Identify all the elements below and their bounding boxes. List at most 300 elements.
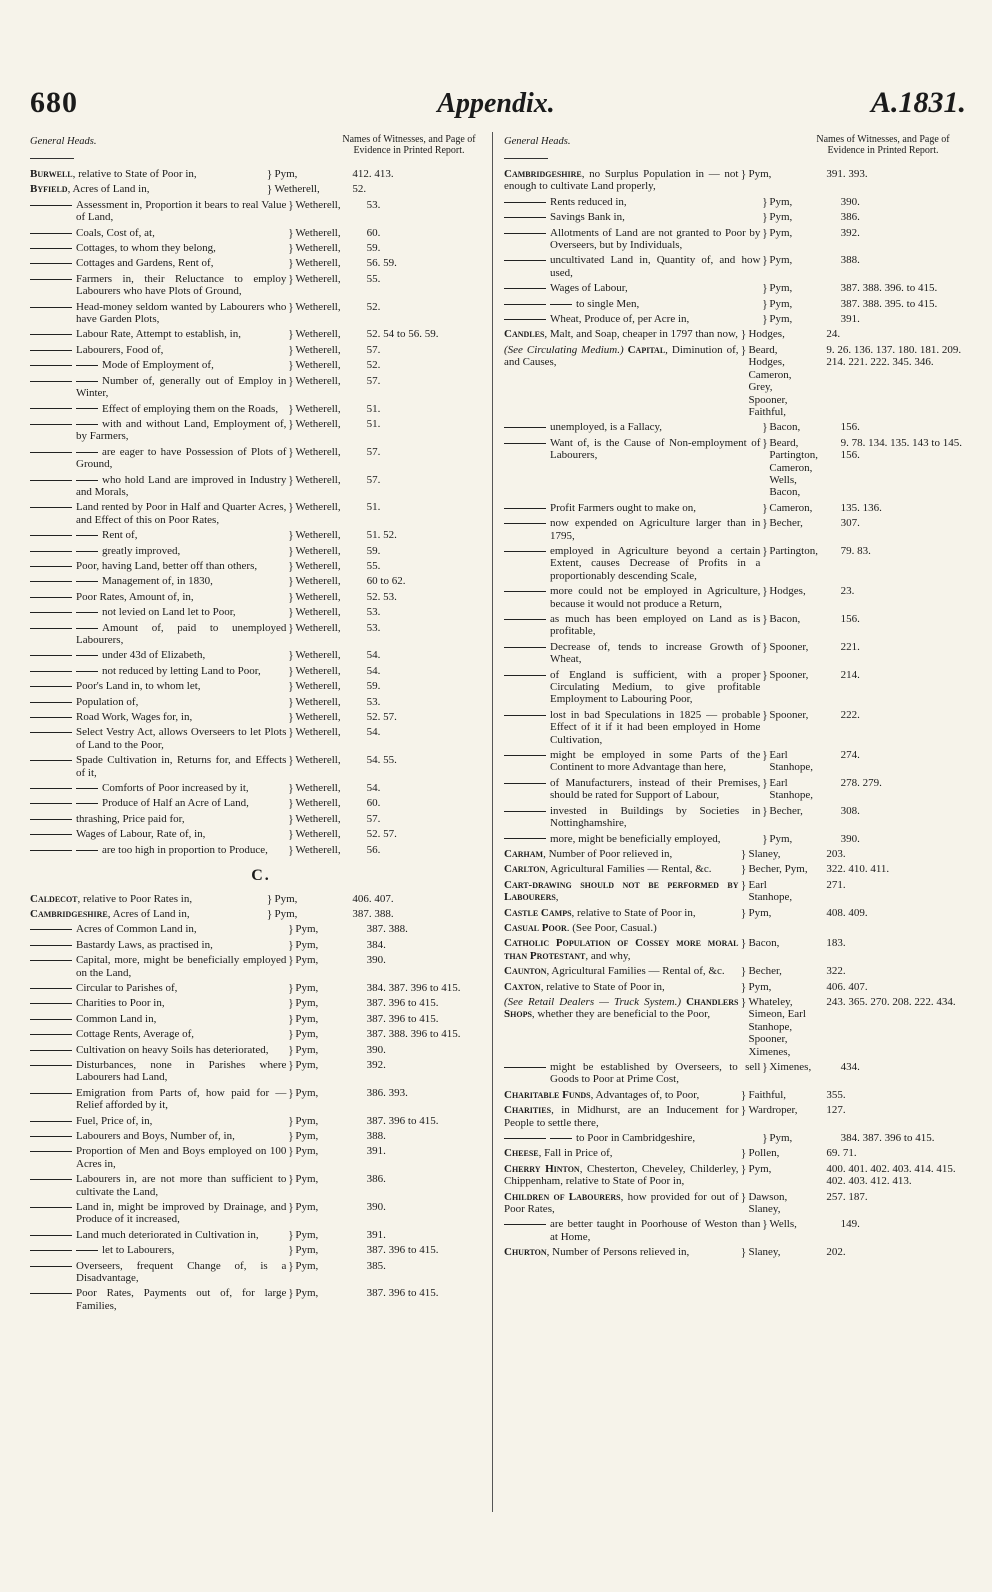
brace: } [288,937,294,952]
repeat-dash [30,1266,72,1267]
entry-pages: 51. [366,402,381,415]
brace: } [288,842,294,857]
brace: } [288,827,294,842]
entry-pages: 57. [366,374,381,387]
entry-pages: 23. [840,585,855,598]
brace: } [288,1172,294,1187]
brace: } [762,1131,768,1146]
entry-subject-text: Children of Labourers, how provided for out of Poor Rates, [504,1190,739,1216]
entry-pages: 271. [826,878,846,891]
entry-witness: Pym, [295,954,319,967]
entry-subject [504,196,760,208]
brace: } [740,327,747,342]
entry-pages: 384. 387. 396 to 415. [366,981,461,994]
index-entry [504,421,966,433]
repeat-dash [504,783,546,784]
brace: } [288,271,294,286]
index-entry [30,649,492,661]
entry-witness: Earl Stanhope, [769,749,814,774]
entry-subject-text: Want of, is the Cause of Non-employment of Labourers, [550,436,761,462]
brace: } [740,994,747,1009]
entry-pages: 406. 407. [826,980,868,993]
brace: } [288,574,294,589]
entry-subject [504,1218,760,1243]
index-entry [30,545,492,557]
entry-subject [30,560,286,572]
entry-pages: 384. [366,938,386,951]
index-entry [30,591,492,603]
entry-subject-text: Land in, might be improved by Drainage, and Produce of it increased, [76,1201,287,1226]
brace: } [288,663,294,678]
repeat-dash [30,960,72,961]
entry-witness: Wetherell, [295,328,341,341]
entry-subject-text: unemployed, is a Fallacy, [550,421,663,434]
repeat-dash [76,788,98,789]
index-entry [30,1260,492,1285]
index-entry [30,403,492,415]
brace: } [288,811,294,826]
entry-witness: Pym, [769,313,793,326]
index-entry [30,501,492,526]
repeat-dash [30,1293,72,1294]
entry-pages: 52. [352,183,367,196]
entry-witness: Wetherell, [295,559,341,572]
entry-pages: 434. [840,1061,860,1073]
entry-subject [504,981,738,993]
right-column [504,132,966,1262]
repeat-dash [30,1065,72,1066]
entry-witness: Wetherell, [274,183,320,196]
index-entry [504,879,966,904]
entry-witness: Wetherell, [295,606,341,619]
entry-subject [30,923,286,935]
brace: } [288,1286,294,1301]
entry-subject [30,782,286,794]
entry-subject [30,908,264,920]
entry-pages: 322. [826,965,846,978]
brace: } [288,373,294,388]
repeat-dash [504,675,546,676]
brace: } [762,420,768,435]
brace: } [762,281,768,296]
entry-subject-text: Fuel, Price of, in, [76,1114,153,1127]
entry-witness: Hodges, [769,585,806,598]
entry-pages: 390. [840,195,860,208]
index-entry [504,965,966,977]
index-entry [504,298,966,310]
brace: } [762,667,768,682]
entry-pages: 384. 387. 396 to 415. [840,1132,935,1145]
entry-subject-text: under 43d of Elizabeth, [102,649,206,662]
repeat-dash [504,202,546,203]
entry-witness: Wetherell, [295,374,341,387]
entry-subject-text: Cottage Rents, Average of, [76,1028,195,1041]
index-entry [30,665,492,677]
entry-pages: 390. [366,1201,386,1214]
index-entry [504,777,966,802]
repeat-dash [504,260,546,261]
column-heading [504,132,966,162]
entry-witness: Pym, [274,892,298,905]
brace: } [762,1217,768,1232]
entry-pages: 390. [366,954,386,967]
entry-pages: 392. [840,226,860,239]
entry-pages: 388. [840,254,860,267]
entry-subject-text: Byfield, Acres of Land in, [30,183,150,196]
brace: } [288,241,294,256]
entry-witness: Pym, [295,1287,319,1300]
entry-subject-text: Poor, having Land, better off than others, [76,559,258,572]
entry-subject-text: Caldecot, relative to Poor Rates in, [30,892,193,905]
brace: } [288,256,294,271]
entry-subject [504,863,738,875]
entry-subject-text: Head-money seldom wanted by Labourers who have Garden Plots, [76,300,287,326]
index-entry [504,937,966,962]
entry-subject [30,199,286,224]
repeat-dash [30,248,72,249]
entry-witness: Wells, [769,1218,797,1231]
entry-witness: Spooner, [769,640,809,653]
entry-subject-text: Number of, generally out of Employ in Winter, [76,374,287,400]
brace: } [762,639,768,654]
entry-subject-text: Cambridgeshire, Acres of Land in, [30,907,190,920]
index-entry [30,726,492,751]
entry-pages: 203. [826,847,846,860]
brace: } [740,979,747,994]
entry-pages: 79. 83. [840,544,871,557]
entry-subject-text: Disturbances, none in Parishes where Labourers had Land, [76,1058,287,1084]
entry-witness: Faithful, [748,1088,787,1101]
entry-pages: 51. 52. [366,529,397,542]
entry-subject [504,227,760,252]
entry-witness: Wetherell, [295,529,341,542]
entry-subject [504,879,738,904]
entry-pages: 388. [366,1130,386,1142]
entry-subject [504,922,738,934]
repeat-dash [76,480,98,481]
repeat-dash [76,452,98,453]
brace: } [762,194,768,209]
entry-witness: Bacon, [769,613,801,625]
index-entry [504,211,966,223]
repeat-dash [30,732,72,733]
repeat-dash [76,535,98,536]
entry-subject-text: Capital, more, might be beneficially employed on the Land, [76,954,287,979]
index-entry [30,418,492,443]
entry-subject [30,1287,286,1312]
repeat-dash [30,1034,72,1035]
index-entry [30,606,492,618]
entry-witness: Wetherell, [295,445,341,458]
brace: } [288,1258,294,1273]
entry-witness: Wetherell, [295,417,341,430]
repeat-dash [504,288,546,289]
entry-pages: 386. 393. [366,1086,408,1099]
entry-subject [30,359,286,371]
entry-subject [30,375,286,400]
entry-subject-text: Casual Poor. (See Poor, Casual.) [504,921,657,934]
entry-subject-text: Farmers in, their Reluctance to employ Labourers who have Plots of Ground, [76,272,287,298]
brace: } [288,327,294,342]
entry-witness: Earl Stanhope, [769,776,814,802]
brace: } [288,679,294,694]
entry-subject [504,1246,738,1258]
entry-pages: 54. [366,782,381,795]
entry-witness: Pym, [295,1259,319,1272]
entry-pages: 386. [366,1173,386,1186]
entry-subject-text: Poor's Land in, to whom let, [76,680,201,693]
entry-subject-text: who hold Land are improved in Industry and Morals, [76,473,287,498]
entry-pages: 57. [366,445,381,458]
entry-witness: Pym, [748,168,772,180]
repeat-dash [76,655,98,656]
index-entry [30,575,492,587]
index-entry [504,613,966,638]
entry-witness: Pym, [295,1145,319,1158]
index-entry [30,1028,492,1040]
entry-subject-text: Overseers, frequent Change of, is a Disadvantage, [76,1259,287,1285]
entry-witness: Slaney, [748,1246,781,1259]
entry-subject [504,585,760,610]
brace: } [762,775,768,790]
entry-subject [30,622,286,647]
brace: } [762,1060,768,1074]
brace: } [762,225,768,240]
entry-subject [30,529,286,541]
brace: } [288,528,294,543]
entry-subject [30,893,264,905]
entry-subject [504,1163,738,1188]
entry-subject-text: Acres of Common Land in, [76,923,197,936]
entry-pages: 387. 388. 395. to 415. [840,297,938,310]
repeat-dash [504,319,546,320]
index-entry [30,168,492,180]
index-entry [504,1061,966,1086]
brace: } [288,1057,294,1072]
brace: } [266,891,273,906]
repeat-dash [30,612,72,613]
brace: } [762,707,768,722]
repeat-dash [76,381,98,382]
brace: } [288,558,294,573]
entry-witness: Wetherell, [295,402,341,415]
brace: } [762,210,768,225]
column-heading [30,132,492,162]
entry-subject-text: Profit Farmers ought to make on, [550,501,697,514]
repeat-dash [504,591,546,592]
entry-pages: 391. [366,1228,386,1241]
brace: } [288,1011,294,1026]
brace: } [288,1243,294,1258]
entry-pages: 59. [366,680,381,693]
entry-subject-text: not levied on Land let to Poor, [102,606,236,619]
entry-pages: 391. [366,1145,386,1158]
index-entry [30,797,492,809]
entry-subject [30,474,286,499]
entry-witness: Pym, [769,254,793,267]
index-entry [504,328,966,340]
index-entry [30,908,492,920]
entry-subject [30,591,286,603]
brace: } [762,612,768,626]
entry-subject-text: Population of, [76,695,139,708]
entry-subject-text: Carham, Number of Poor relieved in, [504,847,673,860]
index-entry [504,1191,966,1216]
index-entry [30,474,492,499]
repeat-dash [30,597,72,598]
index-entry [30,183,492,195]
repeat-dash [76,671,98,672]
entry-subject [30,168,264,180]
brace: } [740,936,747,951]
entry-witness: Pym, [295,1173,319,1186]
entry-witness: Earl Stanhope, [748,878,793,904]
column-divider [492,132,493,1512]
entry-subject [504,1132,760,1144]
entry-pages: 53. [366,198,381,211]
entry-subject-text: Labourers, Food of, [76,343,164,356]
entry-witness: Wetherell, [295,544,341,557]
entry-subject [504,833,760,845]
entry-pages: 243. 365. 270. 208. 222. 434. [826,995,956,1008]
entry-subject [504,1089,738,1101]
repeat-dash [76,424,98,425]
brace: } [762,253,768,268]
entry-subject-text: Common Land in, [76,1012,157,1025]
entry-witness: Wetherell, [295,575,341,588]
brace: } [288,225,294,240]
entry-pages: 387. 388. [352,907,394,920]
index-entry [30,529,492,541]
entry-subject [30,1244,286,1256]
entry-subject-text: Caxton, relative to State of Poor in, [504,980,665,993]
index-entries-c [30,893,492,1313]
entry-subject [30,726,286,751]
index-entry [30,782,492,794]
entry-subject [504,669,760,706]
repeat-dash [30,1151,72,1152]
entry-subject [504,313,760,325]
brace: } [266,167,273,181]
brace: } [288,605,294,620]
entry-pages: 221. [840,640,860,653]
entry-subject [504,517,760,542]
entry-pages: 387. 388. [366,923,408,936]
entry-pages: 156. [840,421,860,434]
section-letter: C. [251,867,271,885]
repeat-dash [550,304,572,305]
repeat-dash [76,628,98,629]
entry-subject-text: Cambridgeshire, no Surplus Population in — not enough to cultivate Land properly, [504,168,739,193]
entry-subject-text: Cheese, Fall in Price of, [504,1147,613,1160]
entry-subject-text: Produce of Half an Acre of Land, [102,797,249,810]
index-entry [30,696,492,708]
entry-pages: 406. 407. [352,892,394,905]
entry-subject-text: Carlton, Agricultural Families — Rental, &c. [504,863,712,876]
index-entry [504,168,966,193]
entry-subject-text: Circular to Parishes of, [76,981,178,994]
brace: } [288,1227,294,1242]
entry-subject [30,649,286,661]
repeat-dash [550,1138,572,1139]
entry-pages: 53. [366,606,381,619]
entry-subject-text: Rents reduced in, [550,195,627,208]
entry-subject-text: Road Work, Wages for, in, [76,711,193,724]
entry-subject [504,937,738,962]
entry-subject-text: greatly improved, [102,544,181,557]
index-entry [504,1246,966,1258]
brace: } [740,905,747,920]
index-entry [504,1132,966,1144]
entry-subject-text: Charitable Funds, Advantages of, to Poor, [504,1088,700,1101]
entry-subject-text: to single Men, [576,297,640,310]
brace: } [288,710,294,725]
entry-pages: 57. [366,812,381,825]
brace: } [740,1103,747,1118]
entry-subject [504,749,760,774]
entry-witness: Pym, [769,282,793,295]
entry-pages: 56. [366,843,381,856]
repeat-dash [30,1093,72,1094]
entry-subject [504,211,760,223]
entry-witness: Wetherell, [295,797,341,810]
entry-witness: Wetherell, [295,226,341,239]
repeat-dash [30,929,72,930]
brace: } [288,358,294,373]
entry-subject [30,1260,286,1285]
index-entries [504,168,966,1259]
entry-subject [504,965,738,977]
entry-pages: 387. 396 to 415. [366,1114,439,1127]
entry-pages: 57. [366,343,381,356]
entry-pages: 55. [366,272,381,285]
entry-witness: Wetherell, [295,782,341,795]
repeat-dash [30,686,72,687]
entry-subject [504,907,738,919]
brace: } [740,1189,747,1204]
entry-pages: 257. 187. [826,1190,868,1203]
index-entry [30,1059,492,1084]
entry-witness: Spooner, [769,708,809,721]
repeat-dash [30,1179,72,1180]
entry-pages: 387. 388. 396 to 415. [366,1028,461,1041]
repeat-dash [76,551,98,552]
brace: } [762,312,768,327]
entry-pages: 408. 409. [826,906,868,919]
repeat-dash [30,788,72,789]
entry-subject-text: Cart-drawing should not be performed by Labourers, [504,878,739,904]
repeat-dash [30,551,72,552]
repeat-dash [504,443,546,444]
entry-pages: 54. 55. [366,754,397,767]
entry-subject-text: are eager to have Possession of Plots of Ground, [76,445,287,471]
entry-witness: Wetherell, [295,473,341,486]
entry-witness: Pym, [295,1201,319,1214]
repeat-dash [30,507,72,508]
entry-pages: 222. [840,708,860,721]
entry-subject [30,1173,286,1198]
entry-witness: Wetherell, [295,649,341,662]
index-entry [30,359,492,371]
brace: } [288,444,294,459]
entry-pages: 51. [366,501,381,514]
index-entry [30,1173,492,1198]
entry-witness: Pym, [295,1130,319,1142]
index-entry [504,1089,966,1101]
entry-subject-text: with and without Land, Employment of, by Farmers, [76,417,287,443]
entry-subject [30,1145,286,1170]
witnesses-heading: Names of Witnesses, and Page of Evidence in Printed Report. [816,134,950,156]
